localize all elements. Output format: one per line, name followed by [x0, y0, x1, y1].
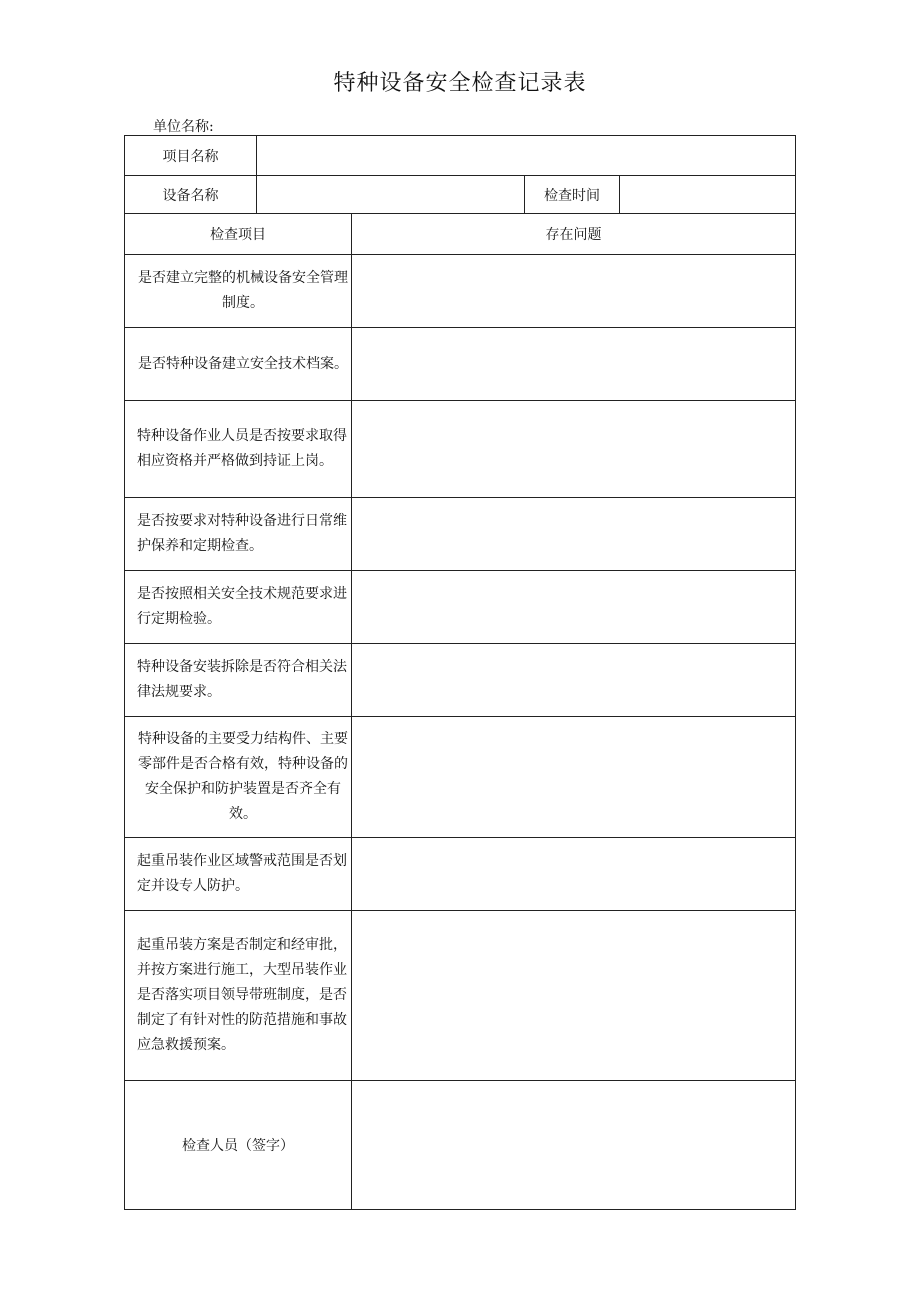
issue-field[interactable]: [352, 644, 796, 717]
issue-field[interactable]: [352, 911, 796, 1081]
inspection-form-table: [124, 135, 796, 1210]
table-row: [125, 401, 796, 498]
table-row: [125, 571, 796, 644]
table-row: [125, 644, 796, 717]
equipment-row: [125, 176, 796, 214]
issue-field[interactable]: [352, 717, 796, 838]
check-item-text: 是否按照相关安全技术规范要求进行定期检验。: [125, 571, 352, 644]
project-name-label: 项目名称: [125, 136, 257, 176]
table-row: [125, 498, 796, 571]
column-header-row: [125, 214, 796, 255]
check-item-text: 是否建立完整的机械设备安全管理制度。: [125, 255, 352, 328]
issue-field[interactable]: [352, 401, 796, 498]
table-row: [125, 911, 796, 1081]
column-header-issues: 存在问题: [352, 214, 796, 255]
check-item-text: 起重吊装作业区域警戒范围是否划定并设专人防护。: [125, 838, 352, 911]
project-name-field[interactable]: [257, 136, 796, 176]
check-item-text: 特种设备的主要受力结构件、主要零部件是否合格有效，特种设备的安全保护和防护装置是否齐全有效。: [125, 717, 352, 838]
signature-row: [125, 1081, 796, 1210]
signature-label: 检查人员（签字）: [125, 1081, 352, 1210]
issue-field[interactable]: [352, 255, 796, 328]
signature-field[interactable]: [352, 1081, 796, 1210]
table-row: [125, 328, 796, 401]
check-item-text: 起重吊装方案是否制定和经审批，并按方案进行施工，大型吊装作业是否落实项目领导带班制度，是否制定了有针对性的防范措施和事故应急救援预案。: [125, 911, 352, 1081]
check-item-text: 是否特种设备建立安全技术档案。: [125, 328, 352, 401]
issue-field[interactable]: [352, 571, 796, 644]
column-header-item: 检查项目: [125, 214, 352, 255]
project-name-row: [125, 136, 796, 176]
check-item-text: 是否按要求对特种设备进行日常维护保养和定期检查。: [125, 498, 352, 571]
inspection-time-label: 检查时间: [525, 176, 620, 214]
check-item-text: 特种设备作业人员是否按要求取得相应资格并严格做到持证上岗。: [125, 401, 352, 498]
table-row: [125, 717, 796, 838]
table-row: [125, 255, 796, 328]
issue-field[interactable]: [352, 328, 796, 401]
issue-field[interactable]: [352, 498, 796, 571]
document-title: 特种设备安全检查记录表: [333, 71, 587, 96]
inspection-time-field[interactable]: [620, 176, 796, 214]
check-item-text: 特种设备安装拆除是否符合相关法律法规要求。: [125, 644, 352, 717]
equipment-name-label: 设备名称: [125, 176, 257, 214]
unit-name-label: 单位名称:: [153, 119, 214, 135]
equipment-name-field[interactable]: [257, 176, 525, 214]
issue-field[interactable]: [352, 838, 796, 911]
table-row: [125, 838, 796, 911]
